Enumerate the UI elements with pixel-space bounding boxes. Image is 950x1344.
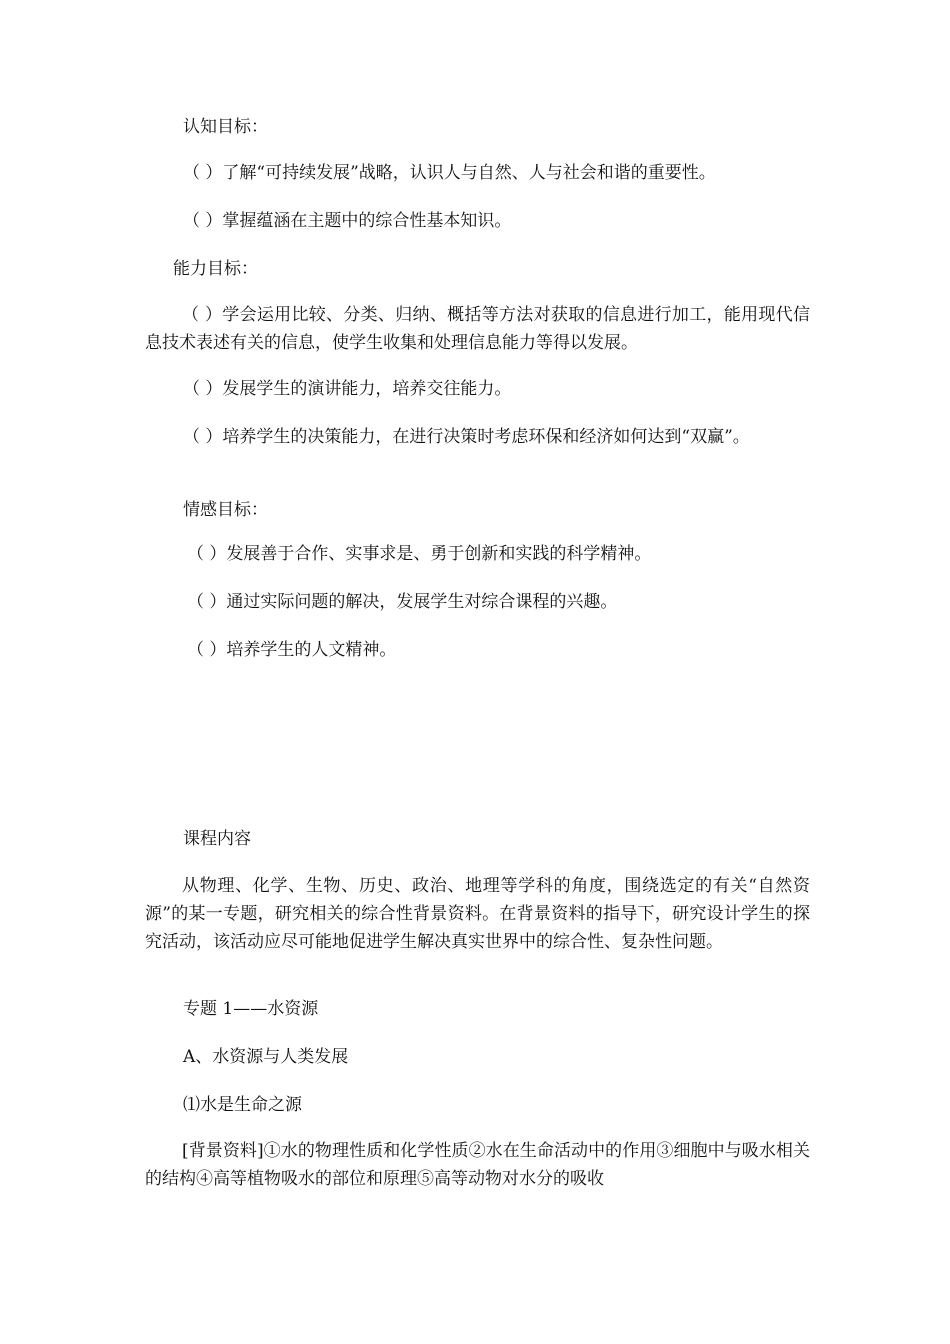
course-heading: 课程内容 <box>183 829 251 849</box>
ability-item-1: （ ）学会运用比较、分类、归纳、概括等方法对获取的信息进行加工，能用现代信息技术表述有关的信息，使学生收集和处理信息能力等得以发展。 <box>145 305 810 353</box>
emotional-item-1: （ ）发展善于合作、实事求是、勇于创新和实践的科学精神。 <box>187 544 652 564</box>
background-material: [背景资料]①水的物理性质和化学性质②水在生命活动中的作用③细胞中与吸水相关的结构④高等植物吸水的部位和原理⑤高等动物对水分的吸收 <box>145 1141 810 1189</box>
ability-heading: 能力目标： <box>173 259 258 279</box>
emotional-heading: 情感目标： <box>183 500 268 520</box>
emotional-item-3: （ ）培养学生的人文精神。 <box>187 640 397 660</box>
emotional-item-2: （ ）通过实际问题的解决，发展学生对综合课程的兴趣。 <box>187 592 618 612</box>
ability-item-3: （ ）培养学生的决策能力，在进行决策时考虑环保和经济如何达到“双赢”。 <box>183 427 750 447</box>
cognitive-heading: 认知目标： <box>183 117 268 137</box>
course-body: 从物理、化学、生物、历史、政治、地理等学科的角度，围绕选定的有关“自然资源”的某一专题，研究相关的综合性背景资料。在背景资料的指导下，研究设计学生的探究活动，该活动应尽可能地促进学生解决真实世界中的综合性、复杂性问题。 <box>145 876 810 952</box>
ability-item-2: （ ）发展学生的演讲能力，培养交往能力。 <box>183 379 512 399</box>
cognitive-item-1: （ ）了解“可持续发展”战略，认识人与自然、人与社会和谐的重要性。 <box>183 163 716 183</box>
section-title: A、水资源与人类发展 <box>183 1047 349 1067</box>
subsection-title: ⑴水是生命之源 <box>183 1095 302 1115</box>
topic-title: 专题 1——水资源 <box>183 999 319 1019</box>
cognitive-item-2: （ ）掌握蕴涵在主题中的综合性基本知识。 <box>183 211 512 231</box>
